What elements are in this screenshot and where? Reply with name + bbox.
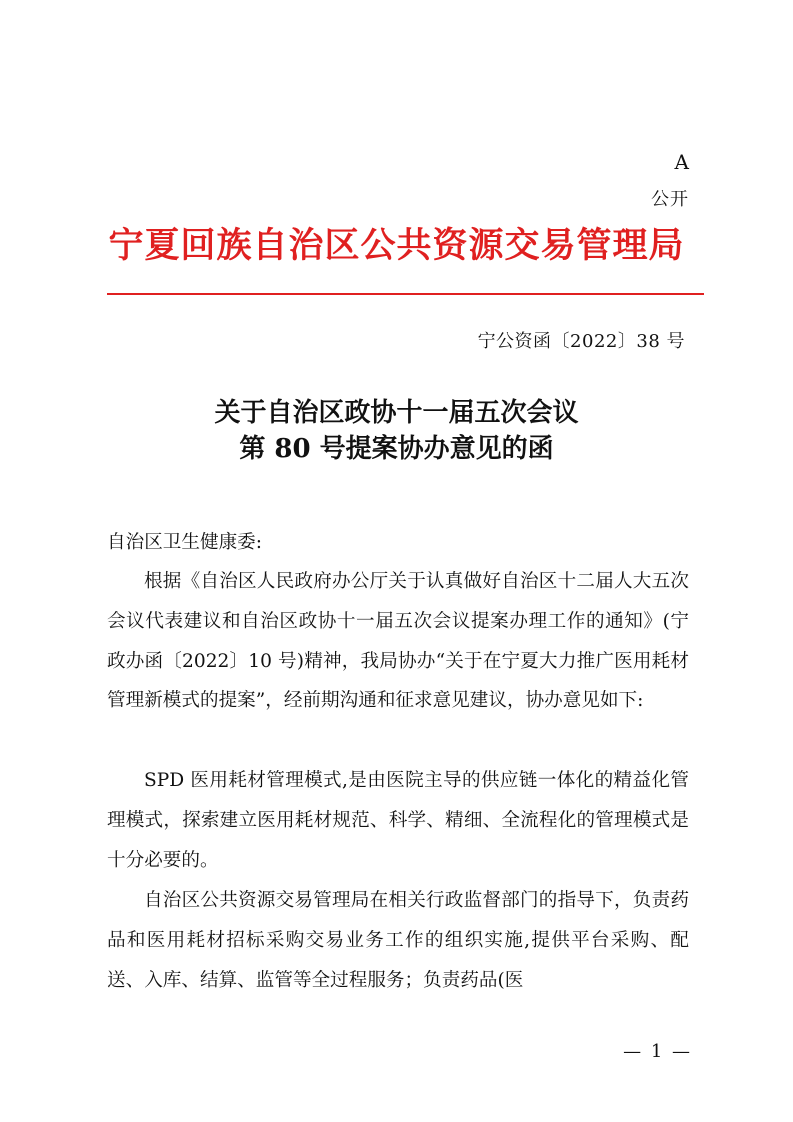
document-title: [0, 395, 793, 467]
document-number: 宁公资函〔2022〕38 号: [477, 331, 685, 352]
page-number: — 1 —: [623, 1041, 692, 1062]
body-paragraph-3: [107, 881, 689, 1000]
paragraph-text: 自治区公共资源交易管理局在相关行政监督部门的指导下，负责药品和医用耗材招标采购交易业务工作的组织实施,提供平台采购、配送、入库、结算、监管等全过程服务；负责药品(医: [107, 890, 689, 991]
document-grade: A: [674, 150, 689, 174]
openness-label: 公开: [651, 189, 689, 210]
title-line-1: 关于自治区政协十一届五次会议: [214, 398, 579, 428]
body-paragraph-2: [107, 761, 689, 880]
paragraph-text: 根据《自治区人民政府办公厅关于认真做好自治区十二届人大五次会议代表建议和自治区政协十一届五次会议提案办理工作的通知》(宁政办函〔2022〕10 号)精神，我局协办“关于在宁夏大力推广医用耗材管理新模式的提案”，经前期沟通和征求意见建议，协办意见如下:: [107, 571, 689, 712]
salutation: 自治区卫生健康委:: [107, 532, 263, 553]
body-paragraph-1: [107, 562, 689, 721]
issuing-authority-header: 宁夏回族自治区公共资源交易管理局: [108, 225, 685, 266]
title-line-2: 第 80 号提案协办意见的函: [239, 434, 554, 464]
paragraph-text: SPD 医用耗材管理模式,是由医院主导的供应链一体化的精益化管理模式，探索建立医用耗材规范、科学、精细、全流程化的管理模式是十分必要的。: [107, 770, 689, 871]
red-divider-line: [107, 293, 704, 295]
